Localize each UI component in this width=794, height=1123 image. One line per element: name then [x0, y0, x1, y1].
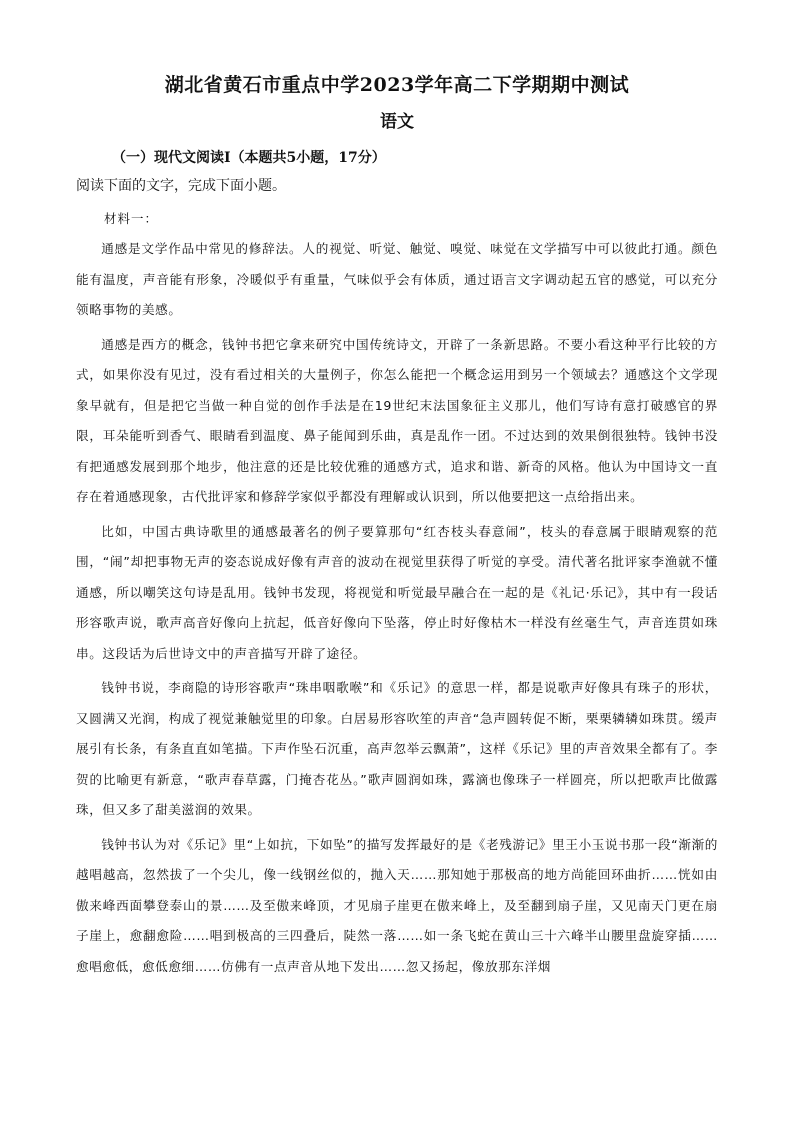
paragraph-1: 通感是文学作品中常见的修辞法。人的视觉、听觉、触觉、嗅觉、味觉在文学描写中可以彼此打通。颜色能有温度，声音能有形象，冷暖似乎有重量，气味似乎会有体质，通过语言文字调动起五官的感觉，可以充分领略事物的美感。 — [76, 241, 718, 317]
exam-title: 湖北省黄石市重点中学2023学年高二下学期期中测试 — [164, 74, 630, 96]
reading-instruction: 阅读下面的文字，完成下面小题。 — [76, 178, 286, 194]
paragraph-3: 比如，中国古典诗歌里的通感最著名的例子要算那句“红杏枝头春意闹”，枝头的春意属于眼睛观察的范围，“闹”却把事物无声的姿态说成好像有声音的波动在视觉里获得了听觉的享受。清代著名批评家李渔就不懂通感，所以嘲笑这句诗是乱用。钱钟书发现，将视觉和听觉最早融合在一起的是《礼记·乐记》，其中有一段话形容歌声说，歌声高音好像向上抗起，低音好像向下坠落，停止时好像枯木一样没有丝毫生气，声音连贯如珠串。这段话为后世诗文中的声音描写开辟了途径。 — [76, 523, 718, 661]
subject-title: 语文 — [380, 112, 414, 132]
material-label: 材料一： — [104, 211, 159, 226]
paragraph-2: 通感是西方的概念，钱钟书把它拿来研究中国传统诗文，开辟了一条新思路。不要小看这种平行比较的方式，如果你没有见过，没有看过相关的大量例子，你怎么能把一个概念运用到另一个领域去？通感这个文学现象早就有，但是把它当做一种自觉的创作手法是在19世纪末法国象征主义那儿，他们写诗有意打破感官的界限，耳朵能听到香气、眼睛看到温度、鼻子能闻到乐曲，真是乱作一团。不过达到的效果倒很独特。钱钟书没有把通感发展到那个地步，他注意的还是比较优雅的通感方式，追求和谐、新奇的风格。他认为中国诗文一直存在着通感现象，古代批评家和修辞学家似乎都没有理解或认识到，所以他要把这一点给指出来。 — [76, 336, 718, 504]
paragraph-4: 钱钟书说，李商隐的诗形容歌声“珠串咽歌喉”和《乐记》的意思一样，都是说歌声好像具有珠子的形状，又圆满又光润，构成了视觉兼触觉里的印象。白居易形容吹笙的声音“急声圆转促不断，栗栗辚辚如珠贯。缓声展引有长条，有条直直如笔描。下声作坠石沉重，高声忽举云飘萧”，这样《乐记》里的声音效果全都有了。李贺的比喻更有新意，“歌声春草露，门掩杏花丛。”歌声圆润如珠，露滴也像珠子一样圆亮，所以把歌声比做露珠，但又多了甜美滋润的效果。 — [76, 680, 718, 817]
paragraph-5: 钱钟书认为对《乐记》里“上如抗，下如坠”的描写发挥最好的是《老残游记》里王小玉说书那一段“渐渐的越唱越高，忽然拔了一个尖儿，像一线钢丝似的，抛入天……那知她于那极高的地方尚能回环曲折……恍如由傲来峰西面攀登泰山的景……及至傲来峰顶，才见扇子崖更在傲来峰上，及至翻到扇子崖，又见南天门更在扇子崖上，愈翻愈险……唱到极高的三四叠后，陡然一落……如一条飞蛇在黄山三十六峰半山腰里盘旋穿插……愈唱愈低，愈低愈细……仿佛有一点声音从地下发出……忽又扬起，像放那东洋烟 — [76, 836, 718, 974]
section-heading: （一）现代文阅读Ⅰ（本题共5小题，17分） — [112, 150, 386, 166]
